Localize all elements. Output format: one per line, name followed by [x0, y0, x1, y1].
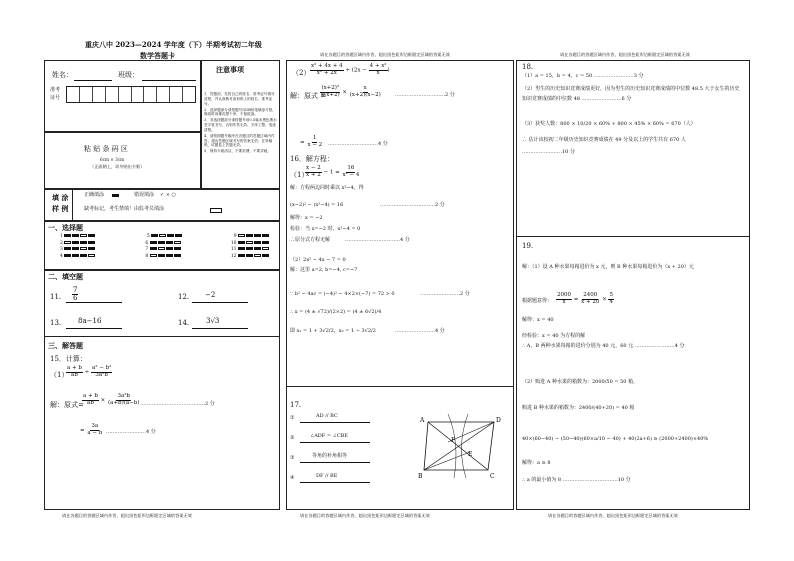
q15-2-score-2: …………………………4 分 — [328, 141, 388, 147]
q16-1-solution: 解得：x = −2 — [290, 215, 323, 221]
q15-solution-step: $\frac{a + b}{ab}$ × $\frac{\text{3a²b}}{(a+b)(a-b)}$ — [83, 393, 140, 406]
q18-part-2: （2）男生的历史知识竞赛成绩更好，因为男生的历史知识竞赛成绩的中位数 48.5 大于女生的历史知识竞赛成绩的中位数 48 ……………………6 分 — [522, 86, 740, 102]
figure-label-e: E — [468, 451, 473, 458]
q16-2-score-1: ……………………2 分 — [420, 291, 470, 297]
q11-answer — [72, 287, 78, 302]
notice-item: 1．答题前，先将自己的姓名、准考证号填写清楚，并认真核对条形码上的姓名、准考证号。 — [204, 92, 275, 106]
choice-num: 11 — [230, 247, 237, 252]
choice-num: 1 — [60, 234, 63, 239]
choice-num: 12 — [230, 253, 237, 259]
choice-num: 5 — [146, 234, 150, 239]
name-label: 姓名： — [52, 71, 73, 79]
q16-1-score-2: ……………………………4 分 — [345, 237, 410, 243]
col3-bottom-note: 请在各题目的答题区域内作答，超出黑色矩形边框限定区域的答案无效 — [548, 513, 678, 518]
id-number-boxes[interactable] — [66, 86, 196, 103]
q14-label: 14. — [178, 319, 190, 327]
absent-mark-box[interactable] — [210, 208, 222, 213]
choice-num: 3 — [60, 247, 63, 252]
q18-part-4-score: ……………………10 分 — [522, 149, 575, 155]
q16-1-check: 检验：当 x=−2 时，x²−4 = 0 — [290, 226, 361, 232]
q19-part-2b: 购进 B 种水果的箱数为：2400/(40+20) = 40 箱 — [522, 405, 635, 411]
choice-num: 7 — [145, 247, 149, 252]
fill-absent-label: 缺考标记，考生禁填！由监考员填涂 — [84, 206, 165, 212]
q15-score-1: …………………………………2 分 — [140, 401, 215, 407]
choice-num: 9 — [233, 234, 237, 239]
q18-part-1: （1）a = 15，b = 4，c = 50 ……………………3 分 — [522, 73, 644, 79]
fill-correct-label: 正确填涂 — [84, 192, 105, 198]
q11-denominator: 6 — [73, 294, 78, 302]
q12-blank — [192, 302, 248, 303]
figure-label-f: F — [451, 437, 456, 444]
notice-item: 3．非选择题部分请按题号用0.5毫米黑色墨水签字笔书写，否则作答无效。字体工整，笔迹清楚。 — [204, 118, 277, 132]
q16-1-equation: $\frac{x - 2}{x + 2}$ − 1 = $\frac{16}{\text{x² − 4}}$ — [306, 165, 360, 178]
figure-label-d: D — [496, 417, 501, 424]
fill-example-divider — [72, 189, 73, 221]
q19-part-2: （2）购进 A 种水果的箱数为：2000/50 = 50 箱， — [522, 379, 639, 385]
figure-label-c: C — [490, 473, 495, 480]
q19-conclusion: ∴ A，B 两种水果每箱的进价分别为 40 元，60 元 ……………………4 分 — [522, 343, 685, 349]
q19-solution: 解得：x = 40 — [522, 317, 554, 323]
q15-2-expression: $\frac{\text{x² + 4x + 4}}{\text{x² + 2x}}$ ÷ (2x − $\frac{\text{4 + x²}}{x}$ ) — [311, 63, 390, 76]
fill-wrong-marks: ✓ × ○ — [160, 192, 176, 198]
q16-2-score-2: ……………………4 分 — [395, 328, 445, 334]
q17-title: 17. — [290, 401, 302, 409]
q19-part-2c: 40×(60−40) − (50−40)(60×a/10 − 40) + 40(2a+6) ≥ (2000+2400)×40% — [522, 436, 709, 442]
id-label-1: 准考 — [50, 87, 61, 93]
q15-score-2: ……………………4 分 — [106, 429, 156, 435]
col3-top-note: 请在各题目的答题区域内作答，超出黑色矩形边框限定区域的答案无效 — [560, 52, 690, 57]
q14-answer: 3√3 — [206, 317, 220, 325]
header-subtitle: 数学答题卡 — [140, 51, 175, 60]
q17-answer-2: ∠ADF = ∠CBE — [310, 433, 348, 439]
q16-q17-divider — [286, 386, 514, 387]
q11-blank — [66, 302, 122, 303]
fill-correct-mark — [112, 194, 119, 197]
q16-1-equation-step: (x−2)² − (x²−4) = 16 — [290, 202, 344, 208]
q17-geometry-figure — [418, 412, 504, 482]
q18-title: 18. — [522, 63, 534, 71]
q16-1-score-1: ……………………………2 分 — [380, 202, 445, 208]
q15-2-score-1: …………………………2 分 — [395, 92, 455, 98]
q19-part-2-minimum: ∴ a 的最小值为 8 ……………………………10 分 — [522, 477, 631, 483]
q16-2-equation: （2）2x² − 4x − 7 = 0 — [290, 257, 346, 263]
figure-label-b: B — [418, 473, 423, 480]
q18-part-3: （3）获奖人数：800 × 10/20 × 60% + 800 × 45% × 60% = 670（人） — [522, 121, 696, 127]
q17-answer-4: DF // BE — [316, 473, 338, 479]
q17-blank-1 — [300, 422, 370, 423]
q19-title: 19. — [522, 242, 534, 250]
q16-2-formula: ∴ x = (4 ± √72)/(2×2) = (4 ± 6√2)/4 — [290, 309, 382, 315]
q13-answer: 8a−16 — [78, 317, 102, 325]
q14-blank — [192, 328, 248, 329]
q19-part-1: 解：（1）设 A 种水果每箱进价为 x 元，则 B 种水果每箱进价为（x + 20）元 — [522, 264, 694, 270]
fill-label-1: 填 涂 — [52, 193, 69, 202]
q15-result: = $\frac{3a}{a - b}$ — [80, 423, 103, 436]
q12-answer: −2 — [205, 291, 216, 299]
q17-circled-4: ④ — [290, 475, 295, 481]
q17-circled-2: ② — [290, 435, 295, 441]
class-label: 班级： — [118, 71, 139, 79]
barcode-note: （正面朝上，切勿贴出方框） — [90, 164, 145, 169]
notice-item: 4．请按照题号顺序在各题目的答题区域内作答，超出答题区域书写的答案无效；在草稿纸、试题卷上答题无效。 — [204, 133, 275, 148]
notice-item: 2．选择题部分请按题号用2B铅笔填涂方框，修改时用橡皮擦干净，不留痕迹。 — [204, 107, 276, 117]
section-fill-title: 二、填空题 — [48, 272, 83, 281]
figure-label-a: A — [420, 417, 425, 424]
q17-answer-3: 等角的补角相等 — [312, 453, 348, 459]
q18-q19-divider — [516, 236, 750, 237]
q15-2-label: （2） — [292, 69, 311, 77]
fill-label-2: 样 例 — [52, 204, 69, 213]
q16-2-roots: 即 x₁ = 1 + 3√2/2，x₂ = 1 − 3√2/2 — [290, 328, 376, 334]
q16-1-conclusion: ∴原分式方程无解 — [290, 237, 331, 243]
choice-num: 2 — [60, 240, 63, 246]
barcode-title: 粘 贴 条 码 区 — [84, 145, 128, 153]
q15-2-solution-label: 解：原式 = — [290, 92, 327, 100]
id-label-2: 证号 — [50, 95, 61, 101]
q16-title: 16．解方程： — [290, 155, 334, 163]
q15-1-label: （1） — [50, 371, 69, 379]
choice-num: 6 — [145, 240, 149, 246]
q13-label: 13. — [50, 319, 62, 327]
column-3-frame — [516, 60, 750, 510]
q19-equation: $\frac{2000}{x}$ = $\frac{2400}{x + 20}$ × $\frac{5}{4}$ — [557, 292, 613, 305]
q13-blank — [66, 328, 122, 329]
class-field[interactable] — [142, 80, 196, 81]
q15-1-expression: $\frac{a + b}{ab}$ ÷ $\frac{\text{a² − b²}}{\text{3a²b}}$ — [67, 365, 112, 378]
notice-item: 5．保持卡面清洁，不要折叠、不要弄破。 — [204, 149, 271, 154]
q15-title: 15．计算： — [50, 355, 87, 363]
q17-circled-3: ③ — [290, 455, 295, 461]
q16-1-label: （1） — [290, 171, 309, 179]
barcode-size: 6cm × 3cm — [100, 157, 125, 162]
name-field[interactable] — [74, 80, 112, 81]
choice-num: 4 — [60, 253, 63, 259]
q15-2-step-2: = $\frac{1}{x - 2}$ — [300, 135, 323, 148]
q17-blank-3 — [300, 462, 370, 463]
q11-numerator: 7 — [73, 286, 78, 294]
q16-2-coefficients: 解：这里 a=2, b=−4, c=−7 — [290, 267, 358, 273]
q15-2-step-1: $\frac{\text{(x+2)²}}{x(x+2)}$ × $\frac{x}{(x+2)(x-2)}$ — [321, 85, 381, 98]
q15-solution-label: 解：原式= — [50, 401, 84, 409]
q16-1-solve: 解：方程两边同时乘以 x²−4，得 — [290, 185, 364, 191]
q19-part-2-solution: 解得：a ≥ 8 — [522, 460, 551, 466]
choice-num: 8 — [145, 253, 149, 259]
q16-2-discriminant: ∵ b² − 4ac = (−4)² − 4×2×(−7) = 72 > 0 — [290, 291, 395, 297]
notice-list — [204, 92, 277, 154]
notice-title: 注意事项 — [216, 65, 244, 74]
col2-top-note: 请在各题目的答题区域内作答，超出黑色矩形边框限定区域的答案无效 — [320, 52, 450, 57]
q17-circled-1: ① — [290, 415, 295, 421]
section-choice-title: 一、选择题 — [48, 223, 83, 232]
q11-label: 11. — [50, 293, 62, 301]
q17-blank-4 — [300, 482, 370, 483]
choice-num: 10 — [230, 240, 237, 246]
col1-bottom-note: 请在各题目的答题区域内作答，超出黑色矩形边框限定区域的答案无效 — [62, 513, 192, 518]
q17-blank-2 — [300, 442, 370, 443]
q19-equation-label: 根据题意得： — [522, 298, 553, 304]
section-solve-title: 三、解答题 — [48, 341, 83, 350]
choice-grid[interactable] — [60, 234, 270, 260]
q19-check: 经检验：x = 40 为方程的解 — [522, 333, 586, 339]
col2-bottom-note: 请在各题目的答题区域内作答，超出黑色矩形边框限定区域的答案无效 — [300, 513, 430, 518]
header-title: 重庆八中 2023—2024 学年度（下）半期考试初二年级 — [85, 40, 262, 49]
q18-part-4: ∴ 估计该校初二年级历史知识竞赛成绩在 49 分及以上的学生共有 670 人 — [522, 137, 686, 143]
q12-label: 12. — [178, 293, 190, 301]
fill-wrong-label: 错误填涂 — [134, 192, 155, 198]
q17-answer-1: AD // BC — [316, 413, 338, 419]
